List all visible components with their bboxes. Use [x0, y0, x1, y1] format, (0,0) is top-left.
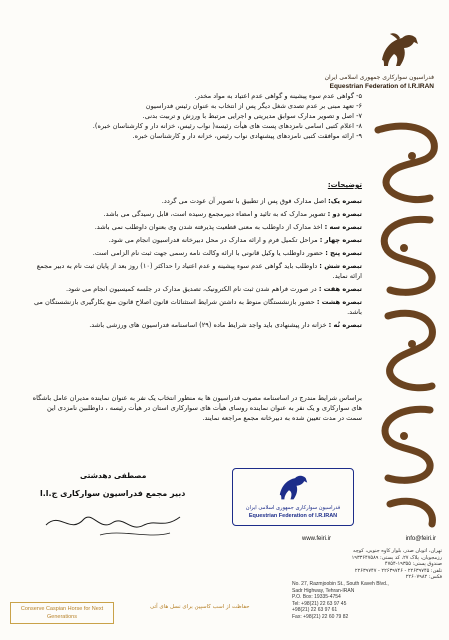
note-text: تصویر مدارک که به تائید و امضاء دبیرمجمع رسیده است، قابل رسیدگی می باشد.	[103, 210, 326, 218]
org-name-en: Equestrian Federation of I.R.IRAN	[329, 83, 434, 90]
address-fa-line: صندوق پستی: ۱۹۳۵۵-۴۷۵۴	[384, 561, 442, 568]
signatory-name: مصطفی دهدشتی	[80, 471, 147, 480]
note-text: حضور بازنشستگان منوط به داشتن شرایط استثنائات قانون اصلاح قانون منع بکارگیری بازنشستگان می باشد.	[33, 298, 362, 316]
note-label: تبصره چهار :	[319, 236, 362, 244]
list-item: ۵- گواهی عدم سوء پیشینه و گواهی عدم اعتیاد به مواد مخدر.	[194, 92, 362, 100]
note-text: داوطلب باید گواهی عدم سوء پیشینه و عدم اعتیاد را حداکثر (۱۰) روز بعد از پایان ثبت نام به دبیر مجمع ارائه نماید.	[36, 262, 362, 280]
note-label: تبصره شش :	[319, 262, 362, 270]
note-label: تبصره هفت :	[318, 285, 362, 293]
slogan-fa: حفاظت از اسب کاسپین برای نسل های آتی	[150, 604, 250, 610]
stamp-horse-icon	[273, 472, 311, 504]
note-item	[32, 248, 362, 258]
decorative-border-icon	[368, 120, 444, 540]
note-item	[32, 196, 362, 206]
notes-heading: توضیحات:	[327, 181, 362, 189]
note-label: تبصره نُه :	[328, 321, 362, 329]
notes-list	[32, 196, 362, 333]
address-en-line: Fax: +98(21) 22 60 79 82	[292, 613, 349, 620]
note-text: مراحل تکمیل فرم و ارائه مدارک در محل دبیرخانه فدراسیون انجام می شود.	[108, 236, 318, 244]
list-item: ۶- تعهد مبنی بر عدم تصدی شغل دیگر پس از انتخاب به عنوان رئیس فدراسیون	[145, 102, 362, 110]
note-item	[32, 222, 362, 232]
note-text: خزانه دار پیشنهادی باید واجد شرایط ماده (۲۹) اساسنامه فدراسیون های ورزشی باشد.	[89, 321, 327, 329]
slogan-en-box: Conserve Caspian Horse for Next Generations	[10, 602, 114, 624]
note-item	[32, 297, 362, 317]
list-item: ۸- اعلام کتبی اسامی نامزدهای پست های هیأت رئیسه( نواب رئیس، خزانه دار و کارشناسان خبره).	[92, 122, 362, 130]
note-text: اخذ مدارک از داوطلب به معنی قطعیت پذیرفته شدن وی بعنوان داوطلب نمی باشد.	[94, 223, 323, 231]
stamp-text-fa: فدراسیون سوارکاری جمهوری اسلامی ایران	[245, 505, 341, 511]
note-item	[32, 209, 362, 219]
signatory-title: دبیر مجمع فدراسیون سوارکاری ج.ا.ا	[40, 489, 186, 498]
address-en-line: Sadr Highway, Tehran-IRAN	[292, 587, 355, 594]
federation-logo	[324, 30, 440, 100]
note-label: تبصره هشت :	[316, 298, 362, 306]
address-fa-line: رزمجویان، پلاک ۲۷، کد پستی: ۱۹۳۳۶۴۷۵۸۹	[351, 554, 442, 561]
address-en-line: Tel: +98(21) 22 63 97 45	[292, 600, 347, 607]
website-link[interactable]: www.feiri.ir	[302, 536, 332, 542]
closing-paragraph: براساس شرایط مندرج در اساسنامه مصوب فدراسیون ها به منظور انتخاب یک نفر به عنوان نماینده مدیران عامل باشگاه های سوارکاری و یک نفر به عنوان نماینده روسای هیأت های سوارکاری استان در هیأت رئیسه ، داوطلبین نامزدی این سمت در مدت تعیین شده به دبیرخانه مجمع مراجعه نمایند.	[32, 394, 362, 422]
address-en-line: No. 27, Razmjoobin St., South Kaveh Blvd.,	[292, 580, 389, 587]
note-item	[32, 261, 362, 281]
official-stamp	[232, 468, 354, 526]
note-item	[32, 284, 362, 294]
list-item: ۷- اصل و تصویر مدارک سوابق مدیریتی و اجرایی مرتبط با ورزش و تربیت بدنی.	[142, 112, 362, 120]
address-fa-line: تلفن: ۲۲۶۳۹۷۴۵ - ۲۲۶۳۹۷۴۶ - ۲۲۶۳۹۷۴۷	[354, 567, 442, 574]
address-en-line: +98(21) 22 63 97 61	[292, 607, 338, 614]
note-text: اصل مدارک فوق پس از تطبیق با تصویر آن عودت می گردد.	[161, 197, 327, 205]
note-label: تبصره پنج :	[325, 249, 362, 257]
list-item: ۹- ارائه موافقت کتبی نامزدهای پیشنهادی نواب رئیس، خزانه دار و کارشناسان خبره.	[132, 132, 362, 140]
note-item	[32, 235, 362, 245]
horse-logo-icon	[374, 30, 422, 72]
contact-block	[292, 548, 442, 621]
stamp-text-en: Equestrian Federation of I.R.IRAN	[248, 513, 338, 519]
note-label: تبصره دو :	[327, 210, 362, 218]
org-name-fa: فدراسیون سوارکاری جمهوری اسلامی ایران	[324, 74, 434, 81]
note-text: در صورت فراهم شدن ثبت نام الکترونیک، تصدیق مدارک در جلسه کمیسیون انجام می شود.	[66, 285, 317, 293]
address-fa-line: تهران، اتوبان صدر، بلوار کاوه جنوبی، کوچه	[353, 548, 442, 554]
note-label: تبصره یک:	[328, 197, 362, 205]
requirements-list	[32, 91, 362, 141]
signature-scribble-icon	[40, 505, 190, 541]
note-label: تبصره سه :	[324, 223, 362, 231]
note-item	[32, 320, 362, 330]
address-fa-line: فکس: ۲۲۶۰۷۹۸۲	[405, 574, 442, 581]
email-link[interactable]: info@feiri.ir	[405, 536, 436, 542]
note-text: حضور داوطلب یا وکیل قانونی با ارائه وکالت نامه رسمی جهت ثبت نام الزامی است.	[92, 249, 324, 257]
address-en-line: P.O. Box: 19335-4754	[292, 594, 341, 601]
